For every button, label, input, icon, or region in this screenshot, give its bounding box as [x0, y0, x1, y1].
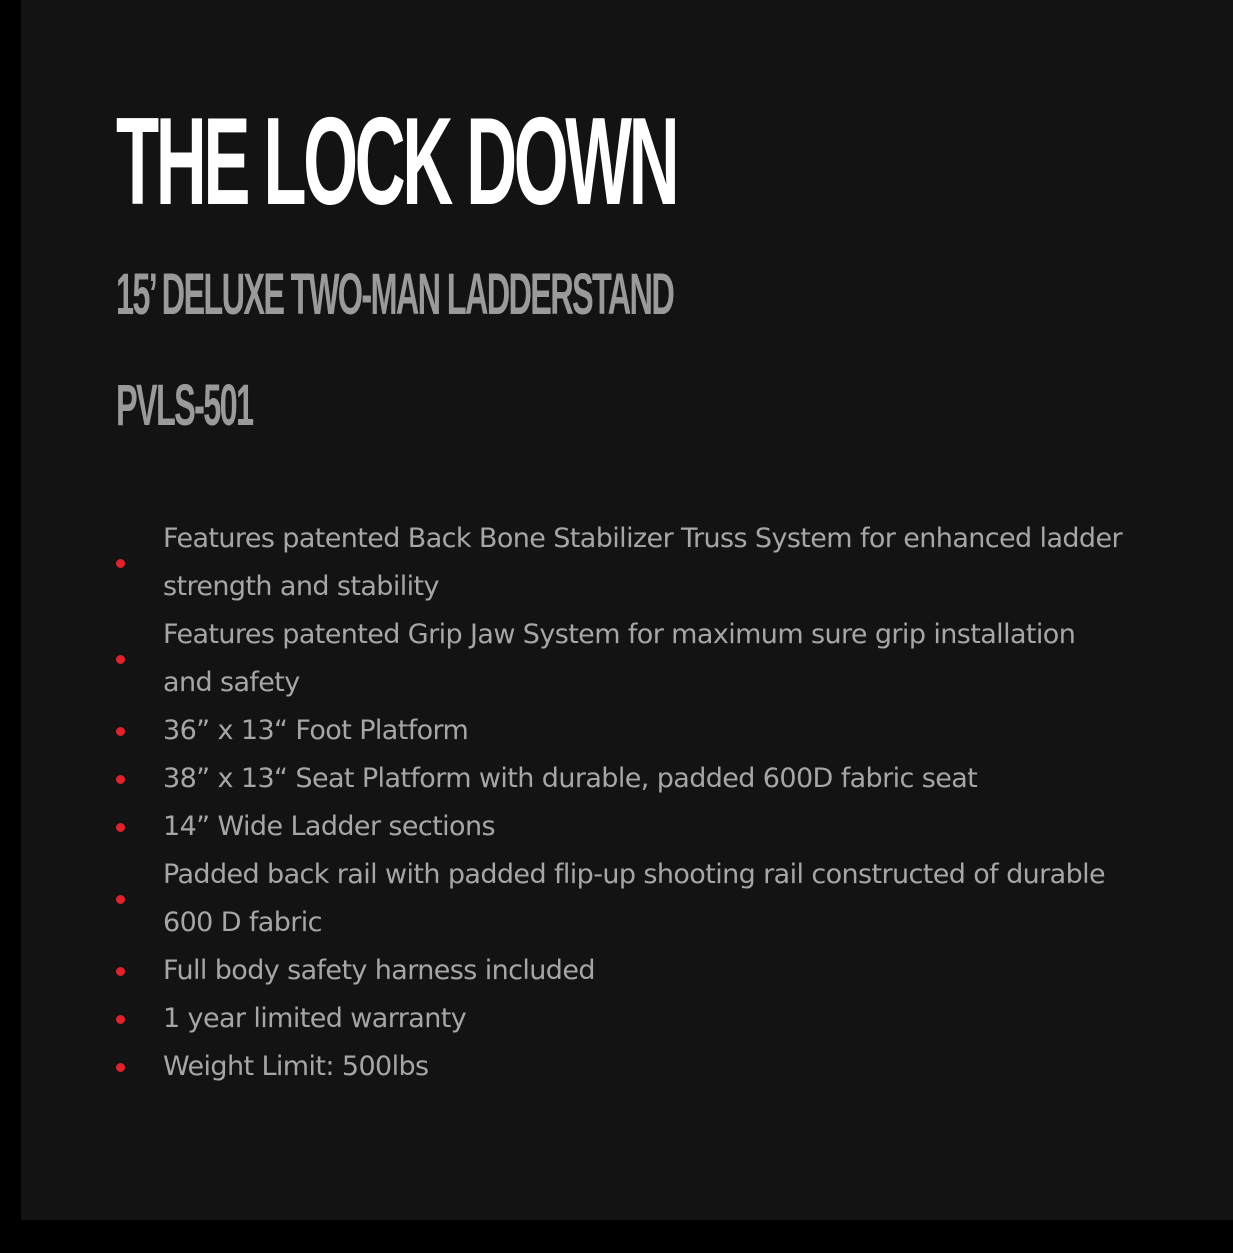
bullet-dot-icon [116, 1063, 125, 1072]
feature-text: Full body safety harness included [163, 955, 595, 986]
feature-item [116, 995, 1126, 1043]
feature-item [116, 1043, 1126, 1091]
feature-item [116, 707, 1126, 755]
feature-list [116, 515, 1126, 1091]
feature-text: 38” x 13“ Seat Platform with durable, padded 600D fabric seat [163, 763, 978, 794]
product-model-number: PVLS-501 [116, 373, 253, 438]
bullet-dot-icon [116, 967, 125, 976]
feature-text: Features patented Grip Jaw System for maximum sure grip installation and safety [163, 619, 1076, 698]
bullet-dot-icon [116, 775, 125, 784]
bullet-dot-icon [116, 727, 125, 736]
feature-item [116, 755, 1126, 803]
feature-item [116, 515, 1126, 611]
feature-text: Features patented Back Bone Stabilizer Truss System for enhanced ladder strength and stability [163, 523, 1122, 602]
bullet-dot-icon [116, 655, 125, 664]
feature-item [116, 851, 1126, 947]
bullet-dot-icon [116, 823, 125, 832]
feature-text: 14” Wide Ladder sections [163, 811, 495, 842]
feature-item [116, 947, 1126, 995]
feature-text: Padded back rail with padded flip-up shooting rail constructed of durable 600 D fabric [163, 859, 1106, 938]
bullet-dot-icon [116, 895, 125, 904]
bullet-dot-icon [116, 559, 125, 568]
feature-text: 36” x 13“ Foot Platform [163, 715, 469, 746]
product-panel [21, 0, 1233, 1220]
feature-text: 1 year limited warranty [163, 1003, 467, 1034]
feature-item [116, 611, 1126, 707]
product-title: THE LOCK DOWN [116, 93, 677, 231]
feature-item [116, 803, 1126, 851]
product-subtitle: 15’ DELUXE TWO-MAN LADDERSTAND [116, 262, 674, 327]
bullet-dot-icon [116, 1015, 125, 1024]
feature-text: Weight Limit: 500lbs [163, 1051, 429, 1082]
